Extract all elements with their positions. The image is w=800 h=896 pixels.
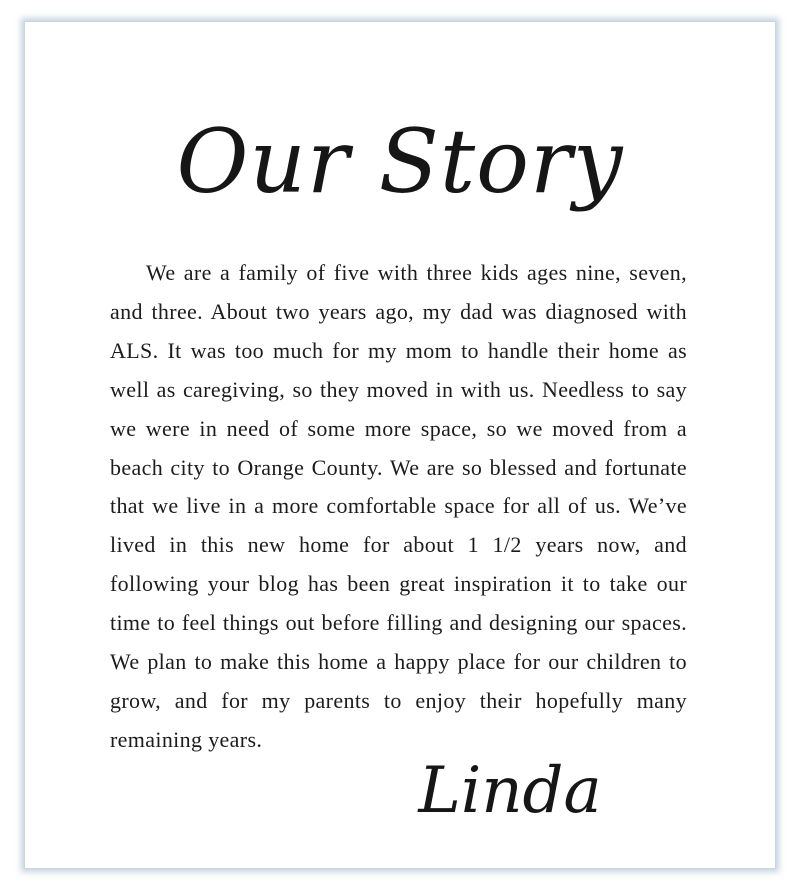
signature-text: Linda: [418, 754, 602, 828]
story-title-text: Our Story: [176, 110, 624, 213]
story-body: We are a family of five with three kids ages nine, seven, and three. About two years ago, my dad was diagnosed with ALS. It was too much for my mom to handle their home as well as caregiving, so they moved in with us. Needless to say we were in need of some more space, so we moved from a beach city to Orange County. We are so blessed and fortunate that we live in a more comfortable space for all of us. We’ve lived in this new home for about 1 1/2 years now, and following your blog has been great inspiration it to take our time to feel things out before filling and designing our spaces. We plan to make this home a happy place for our children to grow, and for my parents to enjoy their hopefully many remaining years.: [110, 260, 687, 752]
story-title: [25, 110, 775, 240]
signature: [418, 744, 602, 849]
story-card: [24, 21, 776, 869]
